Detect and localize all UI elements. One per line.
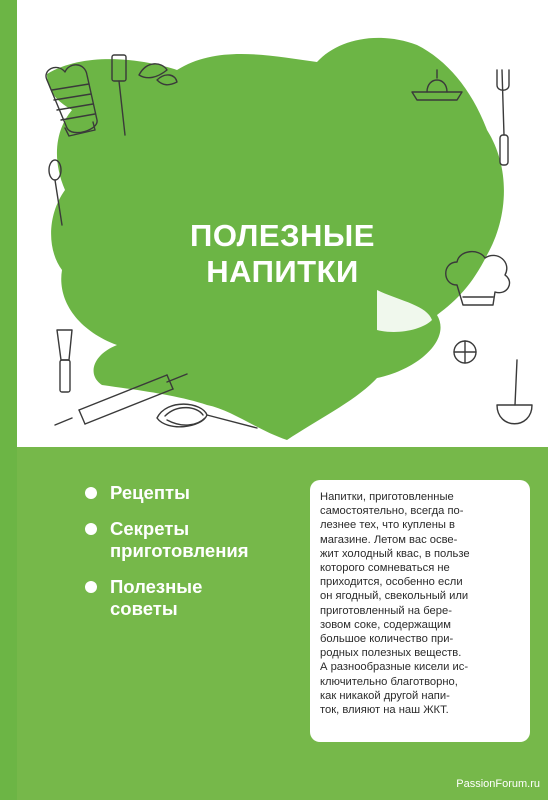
cover-illustration [17, 0, 548, 447]
feature-item-recipes [85, 482, 295, 504]
spoon-icon [49, 160, 62, 225]
cover-title-line-2: НАПИТКИ [206, 254, 359, 289]
juicer-icon [412, 70, 462, 100]
feature-label-line-2: приготовления [110, 540, 249, 561]
ladle-icon [497, 360, 532, 424]
description-card [310, 480, 530, 742]
feature-item-secrets [85, 518, 295, 562]
fork-icon [497, 70, 509, 165]
feature-label-line-2: советы [110, 598, 178, 619]
oven-mitt-icon [46, 65, 97, 136]
bullet-dot-icon [85, 487, 97, 499]
rolling-pin-icon [55, 374, 187, 425]
feature-label: Полезные [110, 576, 203, 597]
cover-title [17, 218, 548, 290]
cover-title-line-1: ПОЛЕЗНЫЕ [190, 218, 375, 253]
description-text: Напитки, приготовленные самостоятельно, всегда по- лезнее тех, что куплены в магазине. Летом вас осве- жит холодный квас, в пользе которого сомневаться не приходится, особенно если он ягодный, свекольный или приготовленный на бере- зовом соке, содержащим большое количество при- родных полезных веществ. А разнообразные кисели ис- ключительно благотворно, как никакой другой напи- ток, влияют на наш ЖКТ. [320, 491, 470, 717]
feature-label: Рецепты [110, 482, 190, 503]
bullet-dot-icon [85, 581, 97, 593]
feature-item-tips [85, 576, 295, 620]
feature-label: Секреты [110, 518, 190, 539]
book-spine [0, 0, 17, 800]
watermark: PassionForum.ru [456, 778, 540, 790]
whisk-icon [157, 404, 257, 428]
bullet-dot-icon [85, 523, 97, 535]
feature-list [85, 482, 295, 634]
knife-icon [57, 330, 72, 392]
spatula-icon [112, 55, 126, 135]
lemon-icon [454, 341, 476, 363]
basil-leaf-icon [139, 64, 177, 85]
